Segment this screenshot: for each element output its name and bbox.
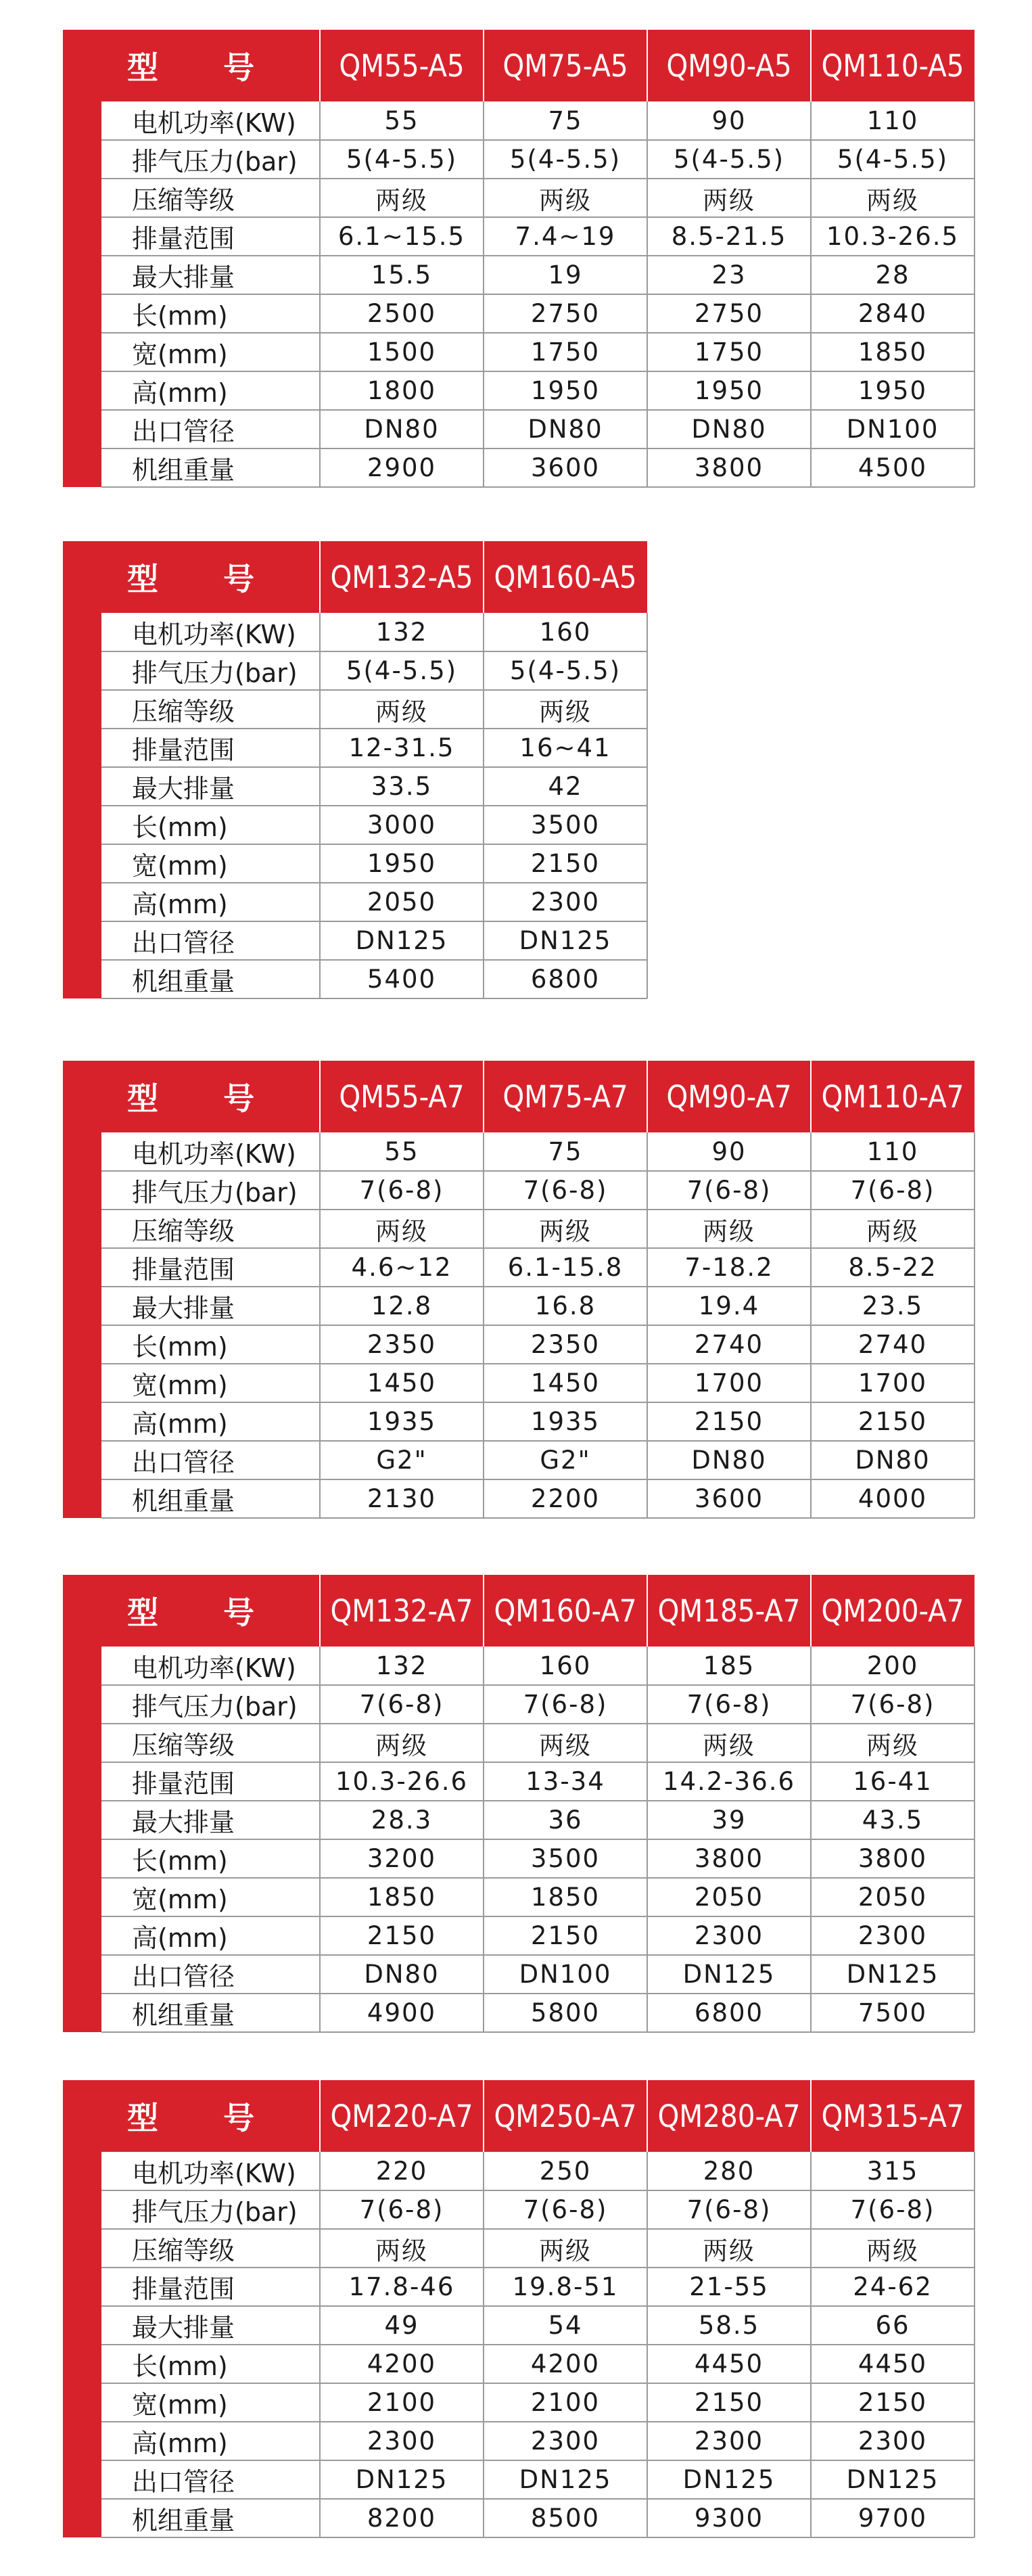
spec-value: 1850: [858, 338, 928, 367]
spec-value: DN125: [682, 2465, 776, 2494]
spec-value: 2300: [367, 2426, 437, 2456]
spec-value: 39: [711, 1806, 747, 1835]
spec-value: 7(6-8): [523, 1690, 608, 1719]
spec-value: 1450: [530, 1368, 601, 1398]
spec-value: DN80: [527, 415, 603, 444]
spec-value: 75: [548, 106, 583, 135]
model-name: QM280-A7: [657, 2098, 801, 2134]
row-label: 排量范围: [132, 1255, 235, 1285]
row-label: 机组重量: [132, 2000, 235, 2030]
row-label: 最大排量: [132, 774, 235, 804]
header-model-label-text: 型 号: [127, 561, 255, 597]
spec-table: [63, 30, 975, 487]
spec-value: 2150: [694, 1407, 764, 1436]
spec-value: 两级: [866, 1730, 919, 1760]
spec-value: DN125: [355, 926, 448, 955]
spec-value: 58.5: [698, 2311, 760, 2340]
spec-value: 1950: [530, 376, 601, 405]
row-label: 压缩等级: [132, 697, 235, 727]
spec-value: 4200: [367, 2349, 437, 2378]
spec-value: 2100: [530, 2388, 601, 2417]
row-label: 电机功率(KW): [132, 108, 296, 138]
spec-value: 1950: [694, 376, 764, 405]
row-label: 排气压力(bar): [132, 1692, 298, 1722]
spec-value: 两级: [866, 185, 919, 215]
spec-value: 110: [866, 1137, 919, 1166]
spec-value: DN125: [519, 2465, 612, 2494]
row-label: 压缩等级: [132, 185, 235, 215]
model-name: QM90-A7: [666, 1078, 792, 1115]
spec-value: 3800: [694, 1844, 764, 1873]
spec-value: 4.6~12: [351, 1253, 452, 1282]
left-accent-band: [63, 613, 101, 998]
spec-value: 2100: [367, 2388, 437, 2417]
model-name: QM200-A7: [821, 1592, 964, 1629]
spec-value: 两级: [866, 2236, 919, 2266]
row-label: 排量范围: [132, 2274, 235, 2304]
spec-value: 2900: [367, 453, 437, 482]
spec-value: 8200: [367, 2504, 437, 2533]
spec-value: 5(4-5.5): [509, 656, 621, 685]
spec-value: 3500: [530, 1844, 601, 1873]
row-label: 高(mm): [132, 1409, 228, 1439]
row-label: 高(mm): [132, 1923, 228, 1953]
row-label: 宽(mm): [132, 1371, 228, 1400]
spec-value: 55: [384, 1137, 419, 1166]
row-label: 长(mm): [132, 812, 228, 842]
spec-value: 7(6-8): [850, 1690, 935, 1719]
row-label: 排气压力(bar): [132, 1178, 298, 1208]
left-accent-band: [63, 1647, 101, 2032]
spec-value: 2840: [858, 299, 928, 328]
spec-value: 7(6-8): [359, 2195, 444, 2224]
spec-table: [63, 1061, 975, 1518]
spec-value: DN80: [691, 1446, 767, 1475]
spec-value: 1700: [858, 1368, 928, 1398]
spec-value: 54: [548, 2311, 583, 2340]
spec-value: 33.5: [371, 772, 433, 801]
spec-value: 21-55: [689, 2272, 769, 2301]
model-name: QM160-A7: [494, 1592, 637, 1629]
row-label: 机组重量: [132, 2506, 235, 2535]
header-model-label: [63, 541, 320, 613]
spec-value: 7(6-8): [523, 2195, 608, 2224]
spec-value: 2200: [530, 1484, 601, 1513]
spec-value: DN125: [682, 1960, 776, 1989]
spec-value: 两级: [866, 1216, 919, 1246]
spec-value: 15.5: [371, 260, 433, 290]
spec-value: 2750: [530, 299, 601, 328]
spec-value: 1950: [367, 849, 437, 878]
spec-value: 185: [703, 1651, 755, 1680]
spec-value: 1750: [530, 338, 601, 367]
spec-value: 4000: [858, 1484, 928, 1513]
model-name: QM110-A7: [821, 1078, 964, 1115]
spec-value: 2300: [694, 1921, 764, 1950]
spec-value: 5(4-5.5): [346, 145, 458, 174]
spec-value: 6.1-15.8: [507, 1253, 624, 1282]
spec-value: 16-41: [853, 1767, 933, 1796]
spec-value: 280: [703, 2157, 755, 2186]
spec-value: DN100: [519, 1960, 612, 1989]
row-label: 机组重量: [132, 455, 235, 485]
row-label: 出口管径: [132, 928, 235, 958]
spec-value: 1750: [694, 338, 764, 367]
spec-value: 7(6-8): [523, 1176, 608, 1205]
spec-value: 2050: [367, 888, 437, 917]
spec-value: 2740: [858, 1330, 928, 1359]
model-name: QM132-A7: [330, 1592, 473, 1629]
spec-table: [63, 2080, 975, 2537]
row-label: 长(mm): [132, 1846, 228, 1876]
spec-table: [63, 541, 647, 998]
model-name: QM160-A5: [494, 559, 637, 595]
spec-value: 5800: [530, 1998, 601, 2027]
spec-value: DN125: [846, 2465, 939, 2494]
spec-value: 12.8: [371, 1291, 433, 1320]
row-label: 长(mm): [132, 2351, 228, 2381]
spec-value: 2050: [694, 1883, 764, 1912]
spec-value: 9700: [858, 2504, 928, 2533]
spec-value: 9300: [694, 2504, 764, 2533]
row-label: 最大排量: [132, 1293, 235, 1323]
spec-value: 13-34: [525, 1767, 605, 1796]
left-accent-band: [63, 1132, 101, 1518]
spec-value: 90: [711, 106, 747, 135]
spec-value: 两级: [539, 185, 592, 215]
spec-value: 1850: [367, 1883, 437, 1912]
model-name: QM132-A5: [330, 559, 473, 595]
row-label: 出口管径: [132, 417, 235, 446]
spec-value: 2300: [694, 2426, 764, 2456]
spec-value: 132: [375, 1651, 428, 1680]
model-name: QM250-A7: [494, 2098, 637, 2134]
spec-value: 2130: [367, 1484, 437, 1513]
row-label: 出口管径: [132, 2467, 235, 2497]
model-name: QM55-A7: [339, 1078, 465, 1115]
spec-value: G2": [376, 1446, 427, 1475]
spec-value: 19.8-51: [512, 2272, 619, 2301]
spec-value: 2300: [858, 2426, 928, 2456]
model-name: QM185-A7: [657, 1592, 801, 1629]
row-label: 高(mm): [132, 2429, 228, 2458]
spec-value: 2150: [858, 2388, 928, 2417]
spec-value: G2": [540, 1446, 591, 1475]
spec-value: 2150: [530, 849, 601, 878]
header-model-label-text: 型 号: [127, 49, 255, 86]
spec-value: 6.1~15.5: [337, 222, 466, 251]
spec-value: 49: [384, 2311, 419, 2340]
header-model-label: [63, 30, 320, 101]
spec-value: 1450: [367, 1368, 437, 1398]
spec-value: 2150: [530, 1921, 601, 1950]
spec-value: 16.8: [534, 1291, 596, 1320]
spec-value: 8500: [530, 2504, 601, 2533]
spec-value: 315: [866, 2157, 919, 2186]
spec-value: 7.4~19: [515, 222, 616, 251]
spec-value: 110: [866, 106, 919, 135]
model-name: QM90-A5: [666, 47, 792, 84]
spec-value: 两级: [375, 185, 428, 215]
spec-value: 2350: [367, 1330, 437, 1359]
spec-value: 1950: [858, 376, 928, 405]
spec-value: 1500: [367, 338, 437, 367]
spec-value: DN100: [846, 415, 939, 444]
spec-value: 1700: [694, 1368, 764, 1398]
row-label: 宽(mm): [132, 2390, 228, 2420]
row-label: 电机功率(KW): [132, 620, 296, 649]
spec-value: 3600: [694, 1484, 764, 1513]
spec-value: 2500: [367, 299, 437, 328]
spec-value: 55: [384, 106, 419, 135]
spec-value: 两级: [703, 1730, 755, 1760]
spec-value: 两级: [703, 185, 755, 215]
spec-value: 2750: [694, 299, 764, 328]
row-label: 最大排量: [132, 262, 235, 292]
spec-value: 6800: [694, 1998, 764, 2027]
row-label: 宽(mm): [132, 851, 228, 881]
spec-value: 250: [539, 2157, 592, 2186]
row-label: 宽(mm): [132, 340, 228, 369]
spec-value: 3500: [530, 810, 601, 840]
spec-value: 7(6-8): [686, 1690, 772, 1719]
row-label: 排气压力(bar): [132, 2197, 298, 2227]
row-label: 机组重量: [132, 1486, 235, 1516]
row-label: 最大排量: [132, 1808, 235, 1837]
spec-value: 14.2-36.6: [662, 1767, 796, 1796]
header-model-label-text: 型 号: [127, 1080, 255, 1117]
spec-value: 3200: [367, 1844, 437, 1873]
row-label: 长(mm): [132, 1332, 228, 1362]
model-name: QM220-A7: [330, 2098, 473, 2134]
row-label: 长(mm): [132, 301, 228, 331]
spec-value: 两级: [375, 2236, 428, 2266]
row-label: 最大排量: [132, 2313, 235, 2343]
spec-value: 3000: [367, 810, 437, 840]
spec-value: 7-18.2: [684, 1253, 774, 1282]
row-label: 排量范围: [132, 1769, 235, 1799]
spec-value: 132: [375, 618, 428, 647]
row-label: 排量范围: [132, 224, 235, 254]
spec-value: 4900: [367, 1998, 437, 2027]
spec-value: 4450: [858, 2349, 928, 2378]
spec-value: 2300: [530, 888, 601, 917]
spec-value: 28.3: [371, 1806, 433, 1835]
spec-value: 16~41: [519, 733, 611, 762]
spec-value: 两级: [539, 2236, 592, 2266]
spec-value: 2300: [858, 1921, 928, 1950]
spec-value: 10.3-26.5: [826, 222, 960, 251]
spec-value: 75: [548, 1137, 583, 1166]
spec-value: DN125: [355, 2465, 448, 2494]
spec-value: DN80: [364, 415, 440, 444]
spec-value: 43.5: [862, 1806, 924, 1835]
spec-value: 2150: [367, 1921, 437, 1950]
row-label: 压缩等级: [132, 2236, 235, 2266]
spec-value: DN80: [855, 1446, 931, 1475]
left-accent-band: [63, 101, 101, 487]
spec-value: 两级: [539, 697, 592, 727]
spec-value: 6800: [530, 965, 601, 994]
spec-value: 2350: [530, 1330, 601, 1359]
spec-value: 5400: [367, 965, 437, 994]
spec-value: 8.5-22: [848, 1253, 937, 1282]
spec-value: DN125: [519, 926, 612, 955]
spec-value: 4500: [858, 453, 928, 482]
spec-value: 4200: [530, 2349, 601, 2378]
spec-value: 160: [539, 618, 592, 647]
spec-value: 两级: [703, 2236, 755, 2266]
spec-value: 19: [548, 260, 583, 290]
spec-value: 7(6-8): [686, 2195, 772, 2224]
model-name: QM75-A5: [502, 47, 628, 84]
spec-value: 200: [866, 1651, 919, 1680]
row-label: 电机功率(KW): [132, 1139, 296, 1169]
spec-value: 24-62: [853, 2272, 933, 2301]
spec-value: 28: [875, 260, 910, 290]
spec-value: 1935: [530, 1407, 601, 1436]
row-label: 出口管径: [132, 1962, 235, 1992]
header-model-label-text: 型 号: [127, 1594, 255, 1631]
spec-value: 66: [875, 2311, 910, 2340]
spec-value: 1935: [367, 1407, 437, 1436]
row-label: 出口管径: [132, 1448, 235, 1477]
spec-value: 7500: [858, 1998, 928, 2027]
model-name: QM110-A5: [821, 47, 964, 84]
row-label: 排气压力(bar): [132, 147, 298, 177]
spec-value: 3800: [858, 1844, 928, 1873]
spec-value: 8.5-21.5: [671, 222, 787, 251]
spec-value: 23.5: [862, 1291, 924, 1320]
spec-value: 两级: [539, 1216, 592, 1246]
header-model-label: [63, 1061, 320, 1132]
model-name: QM315-A7: [821, 2098, 964, 2134]
row-label: 高(mm): [132, 378, 228, 408]
spec-value: 5(4-5.5): [837, 145, 949, 174]
spec-value: 220: [375, 2157, 428, 2186]
spec-value: 12-31.5: [348, 733, 455, 762]
spec-value: 两级: [703, 1216, 755, 1246]
model-name: QM55-A5: [339, 47, 465, 84]
spec-value: 1850: [530, 1883, 601, 1912]
row-label: 电机功率(KW): [132, 2159, 296, 2188]
spec-value: 3800: [694, 453, 764, 482]
spec-value: 10.3-26.6: [335, 1767, 469, 1796]
row-label: 压缩等级: [132, 1730, 235, 1760]
left-accent-band: [63, 2152, 101, 2537]
header-model-label: [63, 2080, 320, 2152]
spec-value: 5(4-5.5): [673, 145, 785, 174]
spec-value: 160: [539, 1651, 592, 1680]
spec-value: 3600: [530, 453, 601, 482]
spec-value: 90: [711, 1137, 747, 1166]
spec-value: 17.8-46: [348, 2272, 455, 2301]
row-label: 机组重量: [132, 967, 235, 996]
spec-value: 4450: [694, 2349, 764, 2378]
spec-value: 5(4-5.5): [346, 656, 458, 685]
spec-value: 两级: [539, 1730, 592, 1760]
spec-table: [63, 1575, 975, 2032]
spec-value: DN80: [364, 1960, 440, 1989]
spec-value: 36: [548, 1806, 583, 1835]
row-label: 排气压力(bar): [132, 658, 298, 688]
spec-value: 19.4: [698, 1291, 760, 1320]
spec-value: 两级: [375, 1216, 428, 1246]
spec-value: 2740: [694, 1330, 764, 1359]
spec-value: 42: [548, 772, 583, 801]
spec-value: 23: [711, 260, 747, 290]
spec-value: 1800: [367, 376, 437, 405]
model-name: QM75-A7: [502, 1078, 628, 1115]
row-label: 排量范围: [132, 735, 235, 765]
spec-value: 2300: [530, 2426, 601, 2456]
spec-value: 7(6-8): [359, 1176, 444, 1205]
spec-value: 两级: [375, 697, 428, 727]
spec-value: 7(6-8): [850, 2195, 935, 2224]
header-model-label-text: 型 号: [127, 2100, 255, 2136]
spec-value: 2150: [858, 1407, 928, 1436]
row-label: 压缩等级: [132, 1216, 235, 1246]
spec-value: 5(4-5.5): [509, 145, 621, 174]
spec-value: 2150: [694, 2388, 764, 2417]
spec-value: 2050: [858, 1883, 928, 1912]
header-model-label: [63, 1575, 320, 1647]
row-label: 宽(mm): [132, 1885, 228, 1914]
row-label: 电机功率(KW): [132, 1653, 296, 1683]
row-label: 高(mm): [132, 890, 228, 919]
spec-value: 7(6-8): [686, 1176, 772, 1205]
spec-value: 7(6-8): [359, 1690, 444, 1719]
spec-value: 两级: [375, 1730, 428, 1760]
spec-value: 7(6-8): [850, 1176, 935, 1205]
spec-value: DN125: [846, 1960, 939, 1989]
spec-value: DN80: [691, 415, 767, 444]
